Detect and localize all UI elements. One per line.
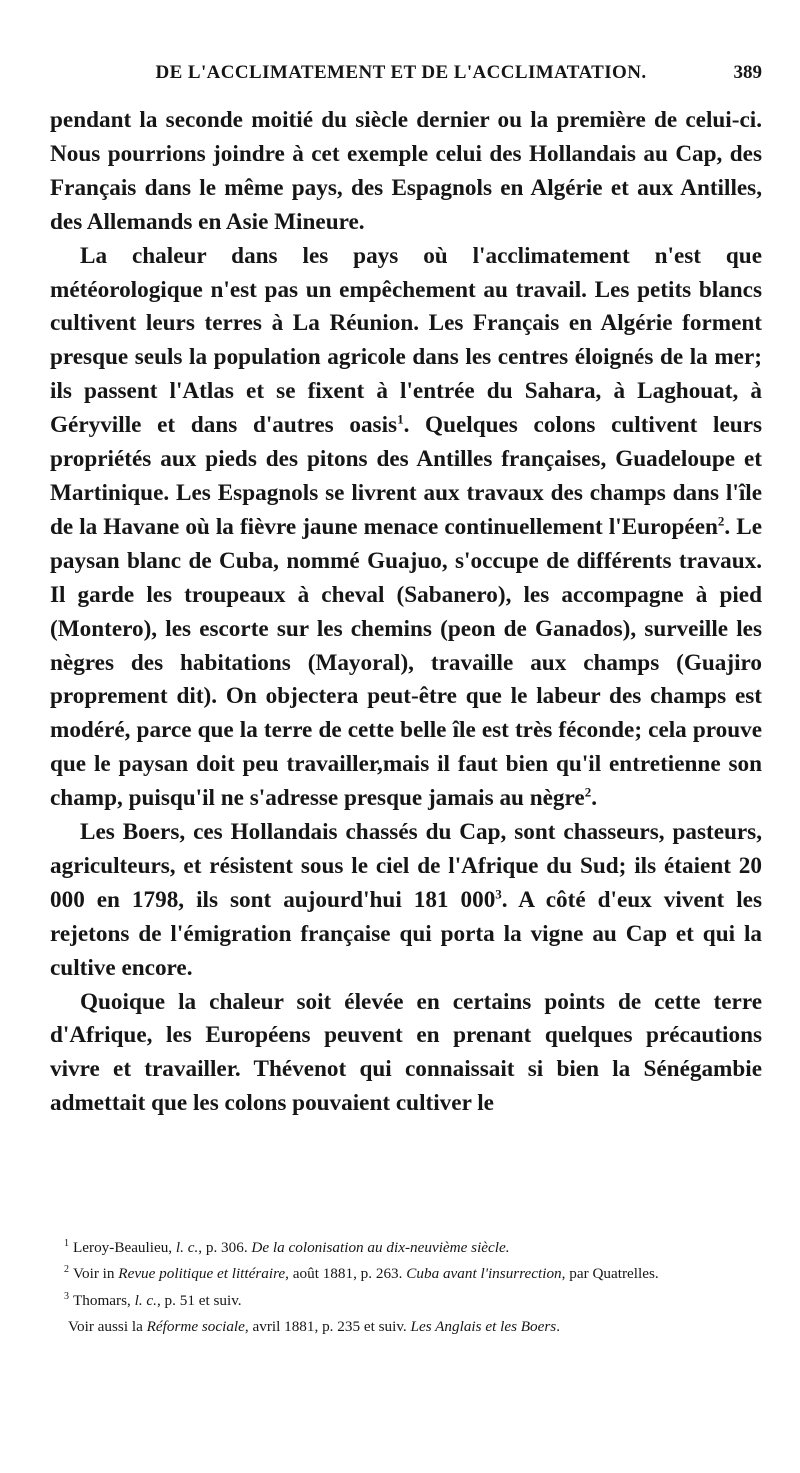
footnote-ref-3: 3 (495, 886, 502, 902)
paragraph-2-text-d: . (591, 785, 597, 812)
footnote-3 (50, 1286, 762, 1312)
footnote-text: Voir in (73, 1265, 119, 1283)
footnote-text: , p. 306. (198, 1239, 252, 1257)
page-number: 389 (733, 62, 762, 83)
footnote-text: , août 1881, p. 263. (285, 1265, 407, 1283)
footnote-marker: 3 (64, 1290, 69, 1302)
footnote-ref-2b: 2 (584, 784, 592, 800)
footnote-text: Voir aussi la (68, 1318, 147, 1336)
footnote-text: , par Quatrelles. (561, 1265, 659, 1283)
body-text (50, 104, 762, 1121)
footnote-italic: Réforme sociale (146, 1318, 245, 1336)
footnote-italic: Cuba avant l'insurrection (406, 1265, 562, 1283)
paragraph-2 (50, 240, 762, 816)
paragraph-2-text-c: . Le paysan blanc de Cuba, nommé Guajuo, s'occupe de différents travaux. Il garde les troupeaux à cheval (Sabanero), les accompagne à pied (Montero), les escorte sur les chemins (peon de Ganados), surveille les nègres des habitations (Mayoral), travaille aux champs (Guajiro proprement dit). On objectera peut-être que le labeur des champs est modéré, parce que la terre de cette belle île est très féconde; cela prouve que le paysan doit peu travailler,mais il faut bien qu'il entretienne son champ, puisqu'il ne s'adresse presque jamais au nègre (50, 513, 762, 812)
footnote-text: , p. 51 et suiv. (156, 1291, 242, 1309)
paragraph-3 (50, 816, 762, 986)
footnote-text: Thomars, (73, 1291, 135, 1309)
paragraph-2-text-b: . Quelques colons cultivent leurs propriétés aux pieds des pitons des Antilles françaises, Guadeloupe et Martinique. Les Espagnols se livrent aux travaux des champs dans l'île de la Havane où la fièvre jaune menace continuellement l'Européen (50, 412, 763, 540)
footnote-italic: De la colonisation au dix-neuvième siècle. (251, 1239, 510, 1257)
footnote-1 (50, 1233, 762, 1259)
paragraph-1: pendant la seconde moitié du siècle dernier ou la première de celui-ci. Nous pourrions joindre à cet exemple celui des Hollandais au Cap, des Français dans le même pays, des Espagnols en Algérie et aux Antilles, des Allemands en Asie Mineure. (50, 107, 762, 235)
footnote-ref-1: 1 (397, 411, 404, 427)
footnote-marker: 1 (64, 1238, 69, 1249)
footnote-ref-2: 2 (717, 513, 725, 529)
footnote-2 (50, 1259, 762, 1285)
footnote-italic: Revue politique et littéraire (118, 1265, 286, 1283)
footnotes (50, 1233, 762, 1338)
footnote-italic: l. c. (175, 1239, 199, 1257)
footnote-4 (50, 1312, 762, 1338)
footnote-text: . (556, 1318, 561, 1336)
paragraph-3-text-b: . A côté d'eux vivent les rejetons de l'émigration française qui porta la vigne au Cap et qui la cultive encore. (50, 886, 763, 981)
footnote-italic: l. c. (134, 1291, 157, 1309)
footnote-text: Leroy-Beaulieu, (73, 1239, 176, 1257)
paragraph-4: Quoique la chaleur soit élevée en certains points de cette terre d'Afrique, les Européens peuvent en prenant quelques précautions vivre et travailler. Thévenot qui connaissait si bien la Sénégambie admettait que les colons pouvaient cultiver le (50, 988, 762, 1117)
footnote-text: , avril 1881, p. 235 et suiv. (244, 1318, 411, 1336)
running-header (50, 62, 762, 92)
paragraph-2-text-a: La chaleur dans les pays où l'acclimatement n'est que météorologique n'est pas un empêchement au travail. Les petits blancs cultivent leurs terres à La Réunion. Les Français en Algérie forment presque seuls la population agricole dans les centres éloignés de la mer; ils passent l'Atlas et se fixent à l'entrée du Sahara, à Laghouat, à Géryville et dans d'autres oasis (50, 242, 762, 439)
paragraph-3-text-a: Les Boers, ces Hollandais chassés du Cap, sont chasseurs, pasteurs, agriculteurs, et résistent sous le ciel de l'Afrique du Sud; ils étaient 20 000 en 1798, ils sont aujourd'hui 181 000 (50, 819, 762, 913)
running-title: DE L'ACCLIMATEMENT ET DE L'ACCLIMATATION. (155, 62, 647, 83)
footnote-marker: 2 (64, 1264, 69, 1276)
footnote-italic: Les Anglais et les Boers (410, 1318, 557, 1336)
